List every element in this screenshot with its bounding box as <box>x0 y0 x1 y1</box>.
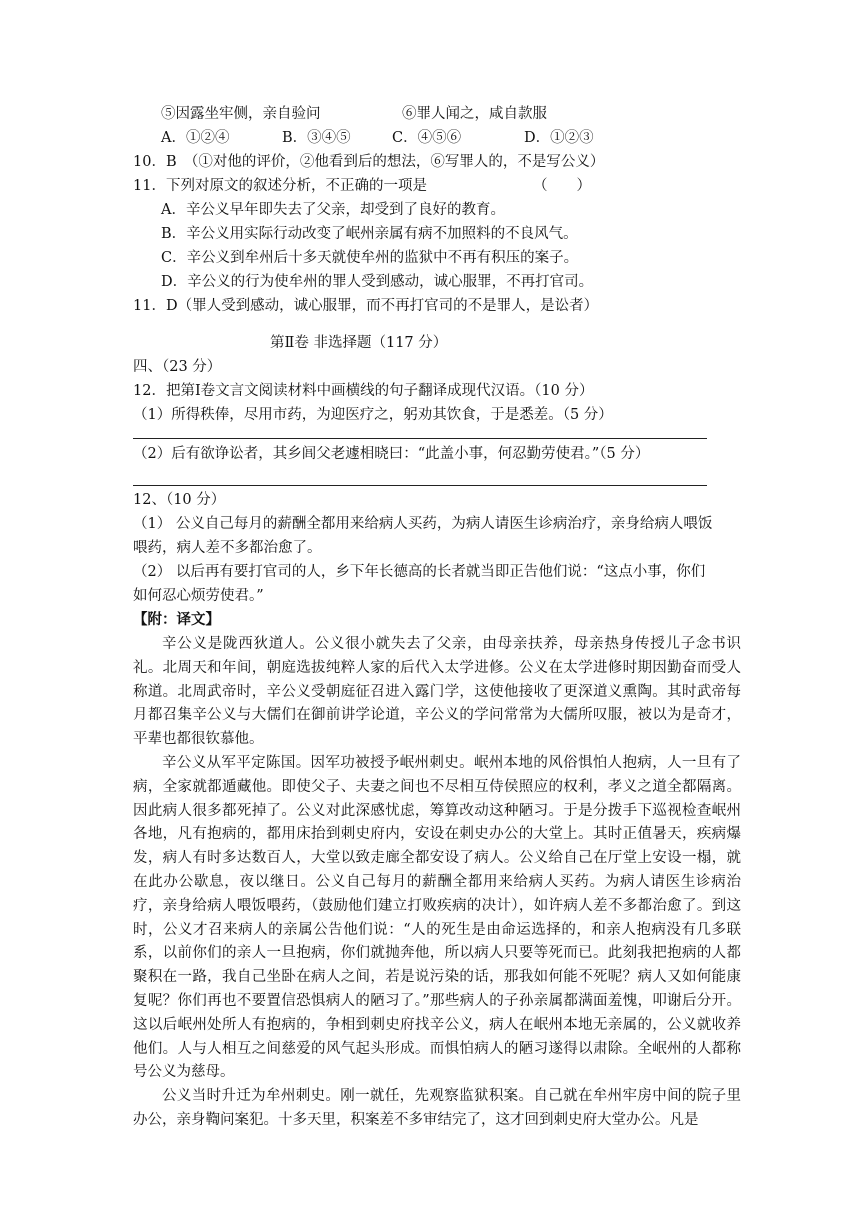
translation-paragraph-1: 辛公义是陇西狄道人。公义很小就失去了父亲，由母亲扶养，母亲热身传授儿子念书识礼。北周天和年间，朝庭选拔纯粹人家的后代入太学进修。公义在太学进修时期因勤奋而受人称道。北周武帝时，辛公义受朝庭征召进入露门学，这使他接收了更深道义熏陶。其时武帝每月都召集辛公义与大儒们在御前讲学论道，辛公义的学问常常为大儒所叹服，被以为是奇才，平辈也都很钦慕他。 <box>133 636 741 748</box>
q11-option-c: C．辛公义到牟州后十多天就使牟州的监狱中不再有积压的案子。 <box>161 250 579 266</box>
q11-stem: 11．下列对原文的叙述分析，不正确的一项是 <box>133 178 427 194</box>
q12-answer-1-line-2: 喂药，病人差不多都治愈了。 <box>133 540 322 556</box>
section-four-heading: 四、（23 分） <box>133 359 222 375</box>
q11-option-a: A．辛公义早年即失去了父亲，却受到了良好的教育。 <box>161 202 505 218</box>
translation-paragraph-3: 公义当时升迁为牟州刺史。刚一就任，先观察监狱积案。自己就在牟州牢房中间的院子里办公，亲身鞫问案犯。十多天里，积案差不多审结完了，这才回到刺史府大堂办公。凡是 <box>133 1088 741 1128</box>
q12-answer-1-line-1: （1） 公义自己每月的薪酬全都用来给病人买药，为病人请医生诊病治疗，亲身给病人喂饭 <box>133 516 713 532</box>
q10-item5: ⑤因露坐牢侧，亲自验问 <box>161 106 321 122</box>
answer-line-2 <box>133 485 707 486</box>
q12-stem: 12．把第Ⅰ卷文言文阅读材料中画横线的句子翻译成现代汉语。（10 分） <box>133 383 594 399</box>
appendix-title: 【附：译文】 <box>133 611 220 628</box>
q10-option-d: D．①②③ <box>524 130 594 146</box>
q10-item6: ⑥罪人闻之，咸自款服 <box>402 106 547 122</box>
q11-answer: 11．D（罪人受到感动，诚心服罪，而不再打官司的不是罪人，是讼者） <box>133 298 599 314</box>
q12-answer-2-line-1: （2） 以后再有要打官司的人，乡下年长德高的长者就当即正告他们说：“这点小事，你们 <box>133 564 706 580</box>
q10-option-b: B．③④⑤ <box>282 130 351 146</box>
q12-answer-2-line-2: 如何忍心烦劳使君。” <box>133 588 264 604</box>
q10-option-a: A．①②④ <box>161 130 230 146</box>
q12-sentence-1: （1）所得秩俸，尽用市药，为迎医疗之，躬劝其饮食，于是悉差。（5 分） <box>133 407 613 423</box>
answer-line-1 <box>133 438 707 439</box>
q12-sentence-2: （2）后有欲诤讼者，其乡闾父老遽相晓曰：“此盖小事，何忍勤劳使君。”（5 分） <box>133 446 650 462</box>
q10-answer: 10．B （①对他的评价，②他看到后的想法，⑥写罪人的，不是写公义） <box>133 154 605 170</box>
translation-body <box>133 633 741 1133</box>
q11-option-d: D．辛公义的行为使牟州的罪人受到感动，诚心服罪，不再打官司。 <box>161 274 594 290</box>
section-title: 第Ⅱ卷 非选择题（117 分） <box>270 335 448 351</box>
q12-answer-heading: 12、（10 分） <box>133 492 226 508</box>
q11-answer-bracket: （ ） <box>533 178 591 194</box>
q11-option-b: B．辛公义用实际行动改变了岷州亲属有病不加照料的不良风气。 <box>161 226 578 242</box>
translation-paragraph-2: 辛公义从军平定陈国。因军功被授予岷州刺史。岷州本地的风俗惧怕人抱病，人一旦有了病，全家就都遁藏他。即使父子、夫妻之间也不尽相互侍侯照应的权利，孝义之道全都隔离。因此病人很多都死掉了。公义对此深感忧虑，筹算改动这种陋习。于是分拨手下巡视检查岷州各地，凡有抱病的，都用床抬到刺史府内，安设在刺史办公的大堂上。其时正值暑天，疾病爆发，病人有时多达数百人，大堂以致走廊全都安设了病人。公义给自己在厅堂上安设一榻，就在此办公歇息，夜以继日。公义自己每月的薪酬全都用来给病人买药。为病人请医生诊病治疗，亲身给病人喂饭喂药，（鼓励他们建立打败疾病的决计），如许病人差不多都治愈了。到这时，公义才召来病人的亲属公告他们说：“人的死生是由命运选择的，和亲人抱病没有几多联系，以前你们的亲人一旦抱病，你们就抛奔他，所以病人只要等死而已。此刻我把抱病的人都聚积在一路，我自己坐卧在病人之间，若是说污染的话，那我如何能不死呢？病人又如何能康复呢？你们再也不要置信恐惧病人的陋习了。”那些病人的子孙亲属都满面羞愧，叩谢后分开。这以后岷州处所人有抱病的，争相到刺史府找辛公义，病人在岷州本地无亲属的，公义就收养他们。人与人相互之间慈爱的风气起头形成。而惧怕病人的陋习遂得以肃除。全岷州的人都称号公义为慈母。 <box>133 754 741 1081</box>
q10-option-c: C．④⑤⑥ <box>392 130 462 146</box>
